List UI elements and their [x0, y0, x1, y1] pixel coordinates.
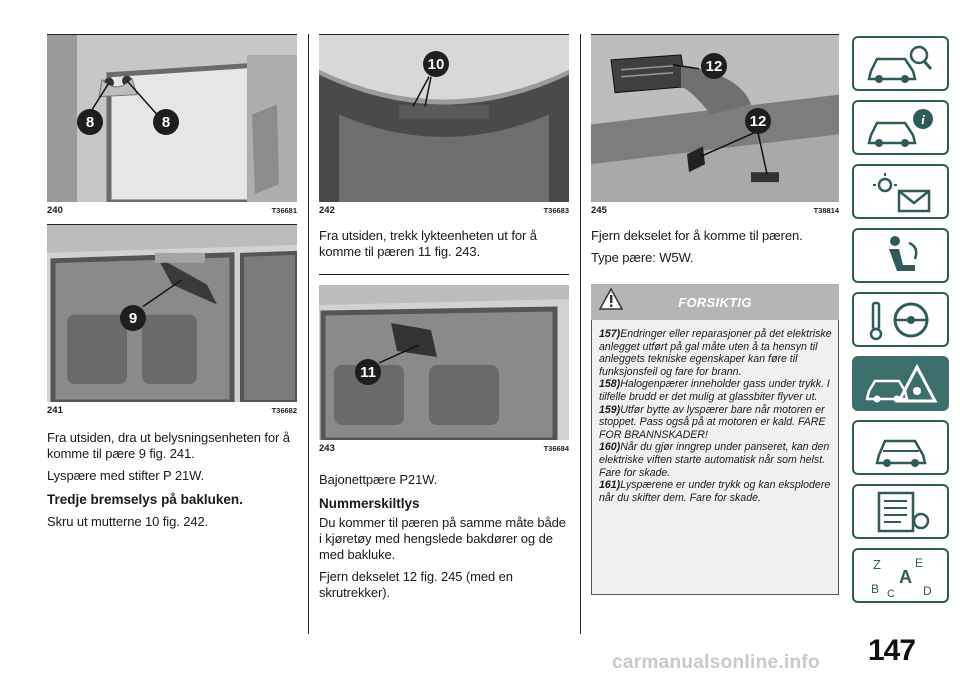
- warning-box: [591, 320, 839, 595]
- warning-item: [599, 404, 832, 442]
- figure-caption-243: [319, 440, 569, 462]
- warning-item: [599, 378, 832, 403]
- chapter-tabs: [852, 36, 949, 612]
- figure-caption-241: [47, 402, 297, 424]
- paragraph: Type pære: W5W.: [591, 250, 694, 265]
- svg-text:i: i: [920, 111, 925, 127]
- paragraph: Fra utsiden, dra ut belysningsenheten for å komme til pære 9 fig. 241.: [47, 430, 290, 461]
- column-3: [591, 34, 839, 595]
- warning-item-number: 159): [599, 403, 621, 416]
- paragraph: Fjern dekselet for å komme til pæren.: [591, 228, 803, 243]
- figure-number: 241: [47, 405, 63, 416]
- svg-text:A: A: [898, 566, 912, 587]
- warning-item-number: 161): [599, 479, 621, 492]
- figure-caption-245: [591, 202, 839, 224]
- paragraph: Lyspære med stifter P 21W.: [47, 468, 205, 483]
- figure-number: 242: [319, 205, 335, 216]
- warning-item: [599, 479, 832, 504]
- tab-alphabet-index[interactable]: [852, 548, 949, 603]
- car-maintenance-icon: [865, 425, 937, 471]
- warning-item-text: Utfør bytte av lyspærer bare når motoren er stoppet. Pass også på at motoren er kald. FARE FOR BRANNSKADER!: [599, 403, 826, 441]
- figure-code: T36682: [271, 406, 297, 415]
- page-number: 147: [868, 634, 916, 667]
- car-search-icon: [865, 41, 937, 87]
- tab-car-info[interactable]: [852, 100, 949, 155]
- svg-text:D: D: [922, 583, 932, 598]
- column-separator: [580, 34, 581, 634]
- paragraph: Du kommer til pæren på samme måte både i kjøretøy med hengslede bakdører og de med bakluke.: [319, 515, 566, 562]
- airbag-seat-icon: [865, 233, 937, 279]
- warning-item-text: Endringer eller reparasjoner på det elektriske anlegget utført på gal måte uten å ta hensyn til anleggets tekniske egenskaper kan føre til funksjonsfeil og fare for brann.: [599, 328, 832, 378]
- car-info-icon: [865, 105, 937, 151]
- figure-code: T36683: [543, 206, 569, 215]
- figure-caption-240: [47, 202, 297, 224]
- svg-text:E: E: [914, 555, 923, 570]
- column-separator: [308, 34, 309, 634]
- svg-text:Z: Z: [872, 556, 881, 572]
- section-heading: Tredje bremselys på bakluken.: [47, 492, 243, 507]
- warning-title: FORSIKTIG: [678, 294, 752, 310]
- paragraph: Bajonettpære P21W.: [319, 472, 438, 487]
- column-2: [319, 34, 569, 601]
- warning-item-number: 158): [599, 378, 621, 391]
- figure-243: [319, 285, 569, 440]
- tab-car-search[interactable]: [852, 36, 949, 91]
- specifications-list-icon: [865, 489, 937, 535]
- figure-caption-242: [319, 202, 569, 224]
- tab-breakdown-warning[interactable]: [852, 356, 949, 411]
- callout-10: 10: [423, 51, 449, 77]
- figure-code: T38814: [813, 206, 839, 215]
- column-1: [47, 34, 297, 530]
- callout-8a: 8: [77, 109, 103, 135]
- watermark: carmanualsonline.info: [612, 652, 820, 673]
- tab-steering-key[interactable]: [852, 292, 949, 347]
- warning-header: [591, 284, 839, 320]
- warning-item: [599, 328, 832, 378]
- divider: [319, 274, 569, 275]
- warning-triangle-icon: [599, 288, 623, 310]
- figure-240: [47, 34, 297, 202]
- callout-12a: 12: [701, 53, 727, 79]
- dashboard-lights-icon: [865, 169, 937, 215]
- alphabet-index-icon: [865, 553, 937, 599]
- paragraph: Fjern dekselet 12 fig. 245 (med en skrutrekker).: [319, 569, 513, 600]
- callout-8b: 8: [153, 109, 179, 135]
- tab-dashboard-lights[interactable]: [852, 164, 949, 219]
- figure-code: T36684: [543, 444, 569, 453]
- callout-11: 11: [355, 359, 381, 385]
- paragraph: Fra utsiden, trekk lykteenheten ut for å komme til pæren 11 fig. 243.: [319, 228, 537, 259]
- figure-241: [47, 224, 297, 402]
- warning-item: [599, 441, 832, 479]
- warning-item-text: Lyspærene er under trykk og kan eksplodere når du skifter dem. Fare for skade.: [599, 479, 831, 504]
- tab-airbag-seat[interactable]: [852, 228, 949, 283]
- warning-item-text: Halogenpærer inneholder gass under trykk. I tilfelle brudd er det mulig at glassbiter flyver ut.: [599, 378, 830, 403]
- callout-9: 9: [120, 305, 146, 331]
- steering-key-icon: [865, 297, 937, 343]
- figure-number: 240: [47, 205, 63, 216]
- figure-code: T36681: [271, 206, 297, 215]
- svg-text:B: B: [870, 581, 879, 596]
- paragraph: Skru ut mutterne 10 fig. 242.: [47, 514, 209, 529]
- svg-text:C: C: [886, 587, 895, 599]
- warning-item-number: 160): [599, 441, 621, 454]
- callout-12b: 12: [745, 108, 771, 134]
- section-heading: Nummerskiltlys: [319, 496, 420, 511]
- tab-specifications[interactable]: [852, 484, 949, 539]
- tab-car-maintenance[interactable]: [852, 420, 949, 475]
- breakdown-warning-icon: [865, 361, 937, 407]
- warning-item-text: Når du gjør inngrep under panseret, kan den elektriske viften starte automatisk når som helst. Fare for skade.: [599, 441, 830, 479]
- figure-number: 245: [591, 205, 607, 216]
- warning-item-number: 157): [599, 328, 621, 340]
- figure-number: 243: [319, 443, 335, 454]
- figure-242: [319, 34, 569, 202]
- figure-245: [591, 34, 839, 202]
